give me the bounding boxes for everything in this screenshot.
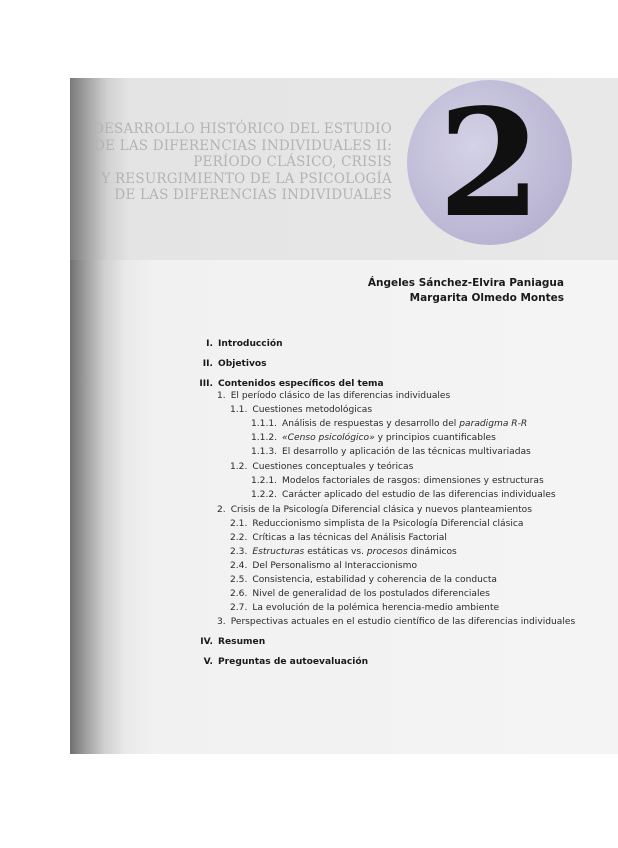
chapter-number: 2 bbox=[438, 75, 541, 250]
chapter-title-line: DE LAS DIFERENCIAS INDIVIDUALES II: bbox=[94, 137, 392, 154]
chapter-title-line: PERÍODO CLÁSICO, CRISIS bbox=[193, 154, 392, 170]
toc-entry: 1.2.1. Modelos factoriales de rasgos: dimensiones y estructuras bbox=[251, 476, 544, 486]
toc-entry: 1.1.2. «Censo psicológico» y principios cuantificables bbox=[251, 433, 496, 443]
toc-entry: III. Contenidos específicos del tema bbox=[199, 379, 384, 389]
toc-entry: 1.1.1. Análisis de respuestas y desarrollo del paradigma R-R bbox=[251, 419, 528, 429]
author-name: Ángeles Sánchez-Elvira Paniagua bbox=[367, 277, 564, 289]
toc-entry: 2. Crisis de la Psicología Diferencial clásica y nuevos planteamientos bbox=[217, 505, 532, 515]
toc-entry: 2.4. Del Personalismo al Interaccionismo bbox=[230, 561, 418, 571]
authors bbox=[368, 276, 564, 306]
chapter-title bbox=[93, 121, 392, 204]
toc-entry: 1.1. Cuestiones metodológicas bbox=[230, 405, 373, 415]
toc-entry: 2.1. Reduccionismo simplista de la Psicología Diferencial clásica bbox=[230, 519, 524, 529]
toc-entry: 2.7. La evolución de la polémica herencia-medio ambiente bbox=[230, 603, 500, 613]
toc-entry: 2.3. Estructuras estáticas vs. procesos dinámicos bbox=[230, 547, 457, 557]
toc-entry: V. Preguntas de autoevaluación bbox=[203, 657, 369, 667]
toc-entry: 1. El período clásico de las diferencias individuales bbox=[217, 391, 451, 401]
toc-entry: 3. Perspectivas actuales en el estudio científico de las diferencias individuales bbox=[217, 617, 576, 627]
toc-entry: II. Objetivos bbox=[202, 359, 267, 369]
chapter-title-line: Y RESURGIMIENTO DE LA PSICOLOGÍA bbox=[101, 170, 392, 187]
toc-entry: I. Introducción bbox=[206, 339, 283, 349]
chapter-title-line: DE LAS DIFERENCIAS INDIVIDUALES bbox=[114, 187, 392, 203]
toc-entry: 2.6. Nivel de generalidad de los postulados diferenciales bbox=[230, 589, 490, 599]
toc-entry: IV. Resumen bbox=[200, 637, 266, 647]
toc-entry: 1.2.2. Carácter aplicado del estudio de las diferencias individuales bbox=[251, 490, 556, 500]
toc-entry: 1.1.3. El desarrollo y aplicación de las técnicas multivariadas bbox=[251, 447, 531, 457]
toc-entry: 1.2. Cuestiones conceptuales y teóricas bbox=[230, 462, 414, 472]
chapter-title-line: DESARROLLO HISTÓRICO DEL ESTUDIO bbox=[92, 121, 392, 137]
author-name: Margarita Olmedo Montes bbox=[409, 292, 564, 304]
toc-entry: 2.5. Consistencia, estabilidad y coherencia de la conducta bbox=[230, 575, 498, 585]
toc-entry: 2.2. Críticas a las técnicas del Análisis Factorial bbox=[230, 533, 447, 543]
